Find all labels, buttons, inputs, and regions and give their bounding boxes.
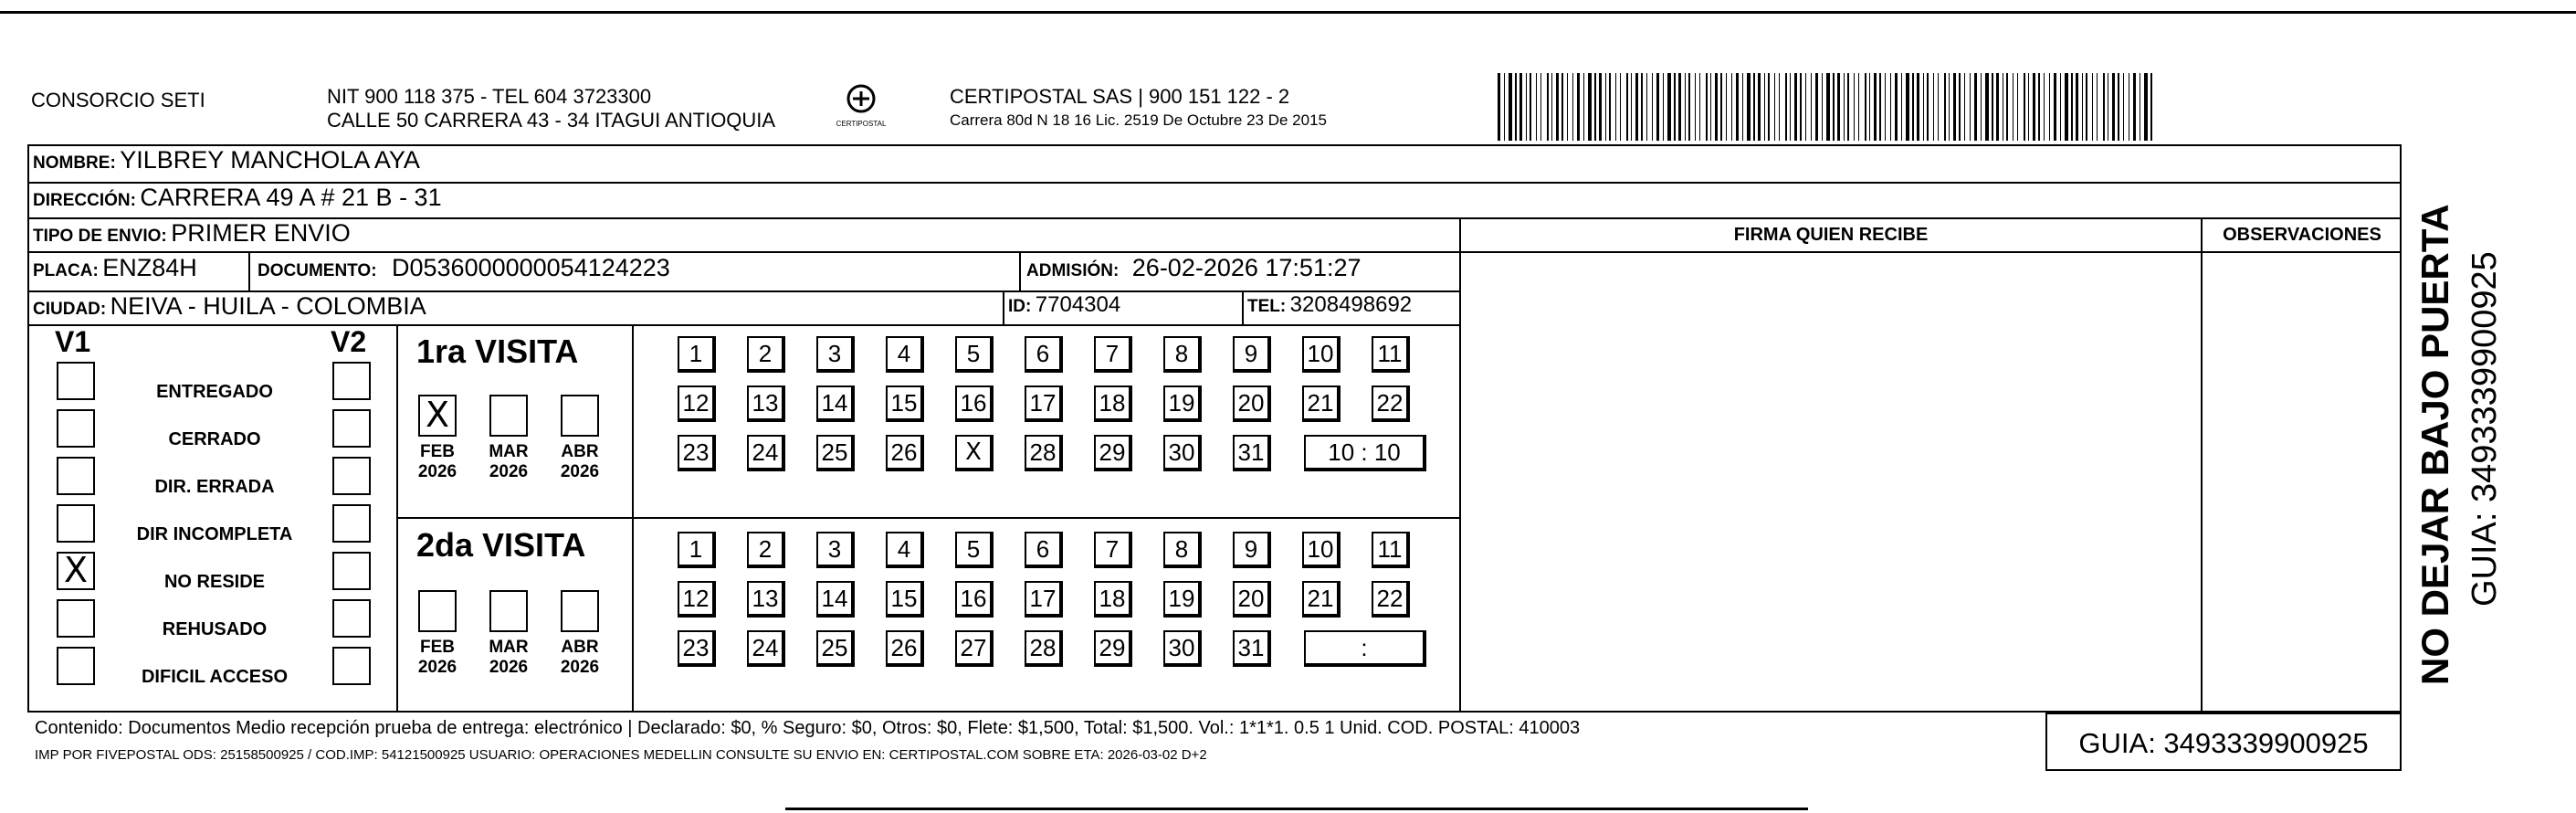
second-visit-day-cell[interactable]: 14 (816, 581, 855, 618)
first-visit-day-cell[interactable]: 12 (678, 385, 716, 422)
company-nit: NIT 900 118 375 - TEL 604 3723300 (327, 85, 652, 108)
status-option-label: ENTREGADO (156, 382, 273, 402)
first-visit-month-label (552, 442, 607, 482)
second-visit-day-cell[interactable]: 22 (1372, 581, 1410, 618)
v1-checkbox[interactable] (57, 362, 95, 400)
carrier-license: Carrera 80d N 18 16 Lic. 2519 De Octubre 23 De 2015 (950, 111, 1327, 129)
status-option-label: NO RESIDE (163, 572, 266, 592)
second-visit-day-cell[interactable]: 13 (747, 581, 785, 618)
first-visit-day-cell[interactable]: 4 (886, 336, 924, 373)
second-visit-day-cell[interactable]: 24 (747, 630, 785, 667)
v1-check-mark: X (63, 550, 89, 590)
first-visit-day-cell[interactable]: 25 (816, 435, 855, 471)
first-visit-day-cell[interactable]: 26 (886, 435, 924, 471)
ciudad-row (33, 292, 426, 321)
tipo-label: TIPO DE ENVIO: (33, 227, 167, 246)
first-visit-day-cell[interactable]: 17 (1025, 385, 1063, 422)
first-visit-day-cell[interactable]: 20 (1233, 385, 1271, 422)
v1-checkbox[interactable] (57, 457, 95, 495)
nombre-row (33, 146, 420, 174)
second-visit-month-checkbox[interactable] (489, 590, 528, 632)
direccion-row (33, 184, 442, 212)
firma-header: FIRMA QUIEN RECIBE (1733, 225, 1929, 245)
second-visit-day-cell[interactable]: 7 (1094, 532, 1132, 568)
tel-row (1247, 292, 1412, 318)
month-year: 2026 (489, 658, 529, 677)
first-visit-day-cell[interactable]: 2 (747, 336, 785, 373)
first-visit-day-cell[interactable]: 8 (1163, 336, 1202, 373)
second-visit-time-field[interactable]: : (1304, 630, 1426, 667)
tel-label: TEL: (1247, 297, 1287, 316)
row-line-5 (27, 324, 1461, 326)
v2-checkbox[interactable] (332, 552, 371, 590)
first-visit-day-cell[interactable]: 21 (1302, 385, 1341, 422)
visit-separator (396, 517, 1459, 519)
nombre-value: YILBREY MANCHOLA AYA (120, 146, 420, 174)
status-option-label: CERRADO (168, 429, 261, 449)
v2-label: V2 (331, 325, 367, 358)
month-name: ABR (561, 638, 599, 657)
admision-label: ADMISIÓN: (1026, 261, 1120, 280)
second-visit-day-cell[interactable]: 23 (678, 630, 716, 667)
v2-checkbox[interactable] (332, 457, 371, 495)
company-address: CALLE 50 CARRERA 43 - 34 ITAGUI ANTIOQUIA (327, 109, 776, 132)
second-visit-day-cell[interactable]: 27 (955, 630, 994, 667)
col-line-observaciones (2201, 217, 2203, 711)
second-visit-day-cell[interactable]: 29 (1094, 630, 1132, 667)
second-visit-month-label (410, 638, 465, 678)
direccion-value: CARRERA 49 A # 21 B - 31 (140, 184, 442, 211)
first-visit-day-cell[interactable]: 28 (1025, 435, 1063, 471)
carrier-name: CERTIPOSTAL SAS | 900 151 122 - 2 (950, 85, 1290, 108)
month-name: ABR (561, 442, 599, 461)
month-name: MAR (489, 442, 529, 461)
second-visit-month-label (552, 638, 607, 678)
direccion-label: DIRECCIÓN: (33, 191, 136, 210)
first-visit-day-cell[interactable]: 22 (1372, 385, 1410, 422)
first-visit-month-checkbox[interactable] (561, 395, 599, 437)
side-warning: NO DEJAR BAJO PUERTA (2413, 204, 2456, 685)
ciudad-value: NEIVA - HUILA - COLOMBIA (110, 292, 426, 320)
second-visit-day-cell[interactable]: 1 (678, 532, 716, 568)
guia-box-text: GUIA: 3493339900925 (2078, 727, 2369, 759)
row-line-3 (27, 251, 1461, 253)
first-visit-day-cell[interactable]: 3 (816, 336, 855, 373)
first-visit-day-cell[interactable]: 23 (678, 435, 716, 471)
second-visit-day-cell[interactable]: 16 (955, 581, 994, 618)
month-name: MAR (489, 638, 529, 657)
second-visit-day-cell[interactable]: 8 (1163, 532, 1202, 568)
footer-content-line: Contenido: Documentos Medio recepción prueba de entrega: electrónico | Declarado: $0, % Seguro: $0, Otros: $0, Flete: $1,500, Total: $1,500. Vol.: 1*1*1. 0.5 1 Unid. COD. POSTAL: 410003 (35, 718, 1581, 738)
barcode (1498, 73, 2155, 141)
first-visit-time-field[interactable]: 10 : 10 (1304, 435, 1426, 471)
first-visit-day-cell[interactable]: 19 (1163, 385, 1202, 422)
second-visit-day-cell[interactable]: 25 (816, 630, 855, 667)
status-option-label: DIFICIL ACCESO (141, 667, 288, 687)
admision-row (1026, 254, 1362, 282)
first-visit-day-cell[interactable]: 11 (1372, 336, 1410, 373)
first-visit-day-cell[interactable]: 9 (1233, 336, 1271, 373)
first-visit-day-cell[interactable]: 18 (1094, 385, 1132, 422)
v1-checkbox[interactable] (57, 504, 95, 543)
tel-value: 3208498692 (1289, 292, 1413, 317)
status-option-label: DIR INCOMPLETA (136, 524, 293, 544)
second-visit-day-cell[interactable]: 31 (1233, 630, 1271, 667)
second-visit-day-cell[interactable]: 11 (1372, 532, 1410, 568)
status-option-label: REHUSADO (162, 619, 268, 639)
row-line-2 (27, 217, 2402, 219)
ciudad-label: CIUDAD: (33, 300, 107, 319)
second-visit-day-cell[interactable]: 15 (886, 581, 924, 618)
v2-checkbox[interactable] (332, 504, 371, 543)
v2-checkbox[interactable] (332, 409, 371, 448)
second-visit-title: 2da VISITA (416, 526, 586, 564)
v2-checkbox[interactable] (332, 599, 371, 638)
first-visit-day-cell[interactable]: X (955, 435, 994, 471)
v1-label: V1 (55, 325, 91, 358)
month-name: FEB (420, 638, 455, 657)
second-visit-month-label (481, 638, 536, 678)
second-visit-day-cell[interactable]: 21 (1302, 581, 1341, 618)
id-value: 7704304 (1035, 292, 1121, 317)
tipo-row (33, 219, 351, 248)
v1-checkbox[interactable] (57, 409, 95, 448)
company-name: CONSORCIO SETI (31, 89, 205, 111)
first-visit-day-cell[interactable]: 6 (1025, 336, 1063, 373)
second-visit-day-cell[interactable]: 17 (1025, 581, 1063, 618)
second-visit-day-cell[interactable]: 4 (886, 532, 924, 568)
month-year: 2026 (560, 658, 600, 677)
bottom-border-line (785, 808, 1808, 810)
col-line-admision (1019, 251, 1021, 290)
month-year: 2026 (560, 462, 600, 481)
footer-imp-line: IMP POR FIVEPOSTAL ODS: 25158500925 / COD.IMP: 54121500925 USUARIO: OPERACIONES MEDELLIN CONSULTE SU ENVIO EN: CERTIPOSTAL.COM SOBRE ETA: 2026-03-02 D+2 (35, 747, 1207, 763)
tipo-value: PRIMER ENVIO (171, 219, 351, 247)
first-visit-month-label (410, 442, 465, 482)
placa-label: PLACA: (33, 261, 99, 280)
v2-checkbox[interactable] (332, 647, 371, 685)
second-visit-day-cell[interactable]: 6 (1025, 532, 1063, 568)
first-visit-month-checkbox[interactable] (489, 395, 528, 437)
top-border-line (0, 11, 2576, 14)
col-line-id (1003, 290, 1004, 324)
second-visit-day-cell[interactable]: 18 (1094, 581, 1132, 618)
month-year: 2026 (417, 658, 457, 677)
second-visit-day-cell[interactable]: 28 (1025, 630, 1063, 667)
first-visit-day-cell[interactable]: 7 (1094, 336, 1132, 373)
firma-header-line (1459, 251, 2402, 253)
first-visit-day-cell[interactable]: 24 (747, 435, 785, 471)
second-visit-day-cell[interactable]: 26 (886, 630, 924, 667)
status-option-label: DIR. ERRADA (154, 477, 275, 497)
second-visit-day-cell[interactable]: 20 (1233, 581, 1271, 618)
certipostal-logo-text: CERTIPOSTAL (836, 120, 887, 128)
month-name: FEB (420, 442, 455, 461)
v2-checkbox[interactable] (332, 362, 371, 400)
first-visit-day-cell[interactable]: 31 (1233, 435, 1271, 471)
documento-label: DOCUMENTO: (258, 261, 377, 280)
second-visit-day-cell[interactable]: 10 (1302, 532, 1341, 568)
first-visit-month-label (481, 442, 536, 482)
col-line-placa (248, 251, 250, 290)
admision-value: 26-02-2026 17:51:27 (1131, 254, 1362, 281)
first-visit-day-cell[interactable]: 15 (886, 385, 924, 422)
placa-value: ENZ84H (102, 254, 197, 281)
first-visit-title: 1ra VISITA (416, 333, 579, 370)
col-line-firma (1459, 217, 1461, 711)
second-visit-month-checkbox[interactable] (418, 590, 457, 632)
month-year: 2026 (417, 462, 457, 481)
side-guia: GUIA: 3493339900925 (2466, 251, 2504, 607)
documento-row (258, 254, 670, 282)
month-year: 2026 (489, 462, 529, 481)
id-label: ID: (1008, 297, 1032, 316)
id-row (1008, 292, 1120, 318)
v1-checkbox[interactable] (57, 599, 95, 638)
first-visit-day-cell[interactable]: 13 (747, 385, 785, 422)
documento-value: D0536000000054124223 (392, 254, 670, 281)
first-visit-day-cell[interactable]: 1 (678, 336, 716, 373)
second-visit-day-cell[interactable]: 2 (747, 532, 785, 568)
second-visit-day-cell[interactable]: 3 (816, 532, 855, 568)
v1-checkbox[interactable] (57, 647, 95, 685)
observaciones-header: OBSERVACIONES (2223, 225, 2381, 245)
first-visit-day-cell[interactable]: 29 (1094, 435, 1132, 471)
second-visit-day-cell[interactable]: 30 (1163, 630, 1202, 667)
certipostal-logo (833, 80, 889, 135)
first-visit-day-cell[interactable]: 16 (955, 385, 994, 422)
first-visit-month-mark: X (425, 395, 450, 435)
second-visit-month-checkbox[interactable] (561, 590, 599, 632)
col-line-tel (1242, 290, 1244, 324)
first-visit-day-cell[interactable]: 10 (1302, 336, 1341, 373)
placa-row (33, 254, 197, 282)
first-visit-day-cell[interactable]: 5 (955, 336, 994, 373)
first-visit-day-cell[interactable]: 30 (1163, 435, 1202, 471)
second-visit-day-cell[interactable]: 19 (1163, 581, 1202, 618)
second-visit-day-cell[interactable]: 12 (678, 581, 716, 618)
second-visit-day-cell[interactable]: 9 (1233, 532, 1271, 568)
first-visit-day-cell[interactable]: 14 (816, 385, 855, 422)
nombre-label: NOMBRE: (33, 153, 116, 173)
second-visit-day-cell[interactable]: 5 (955, 532, 994, 568)
